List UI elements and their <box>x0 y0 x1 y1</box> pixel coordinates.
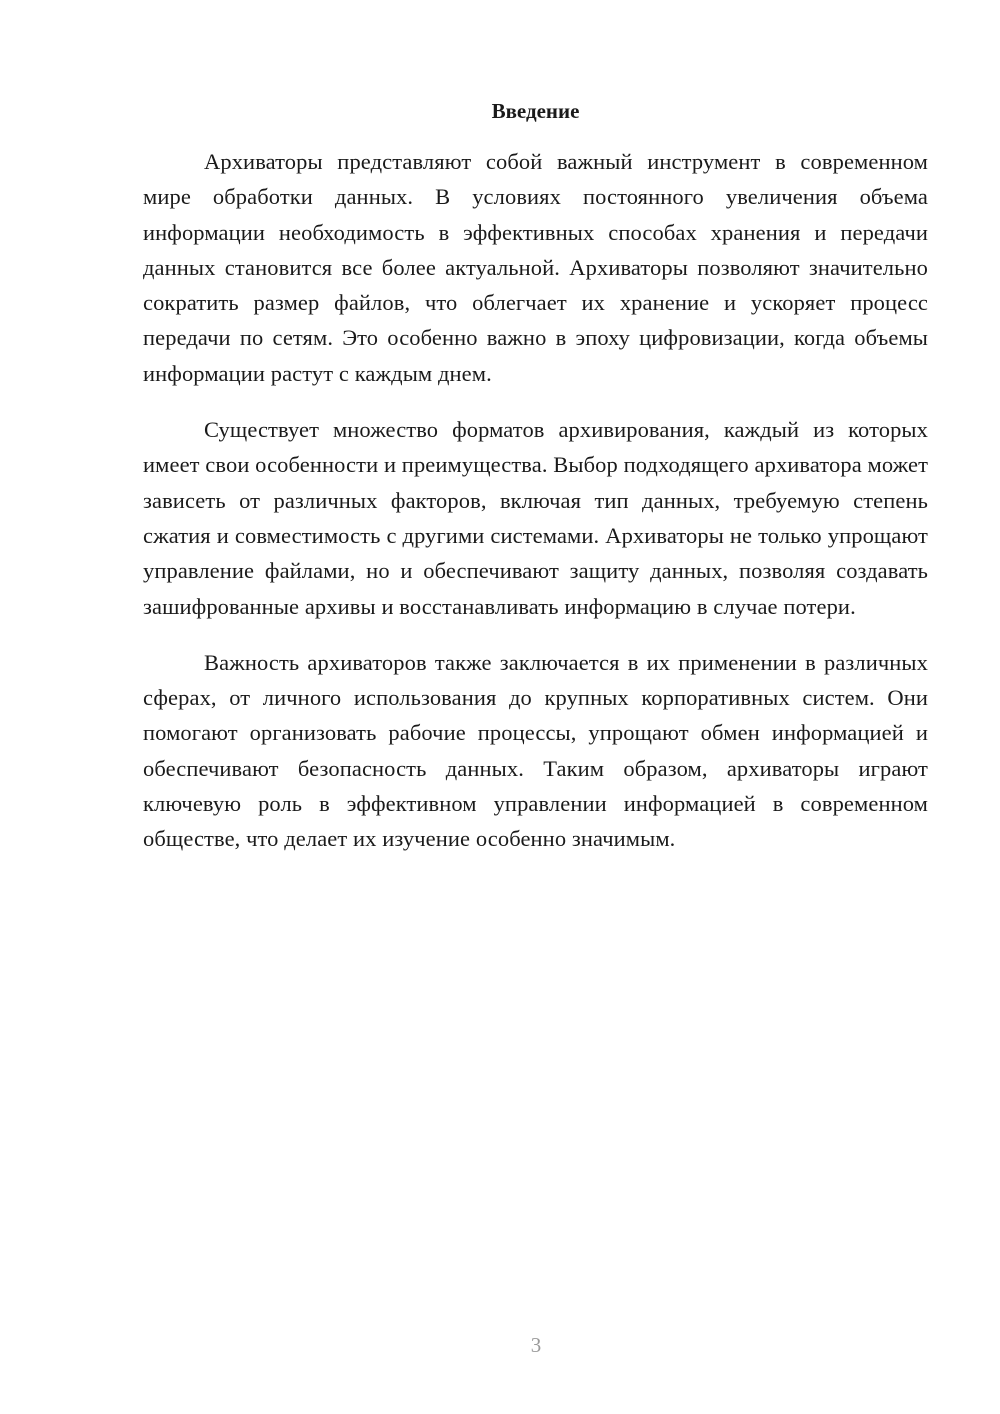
paragraph-1: Архиваторы представляют собой важный инструмент в современном мире обработки данных. В условиях постоянного увеличения объема информации необходимость в эффективных способах хранения и передачи данных становится все более актуальной. Архиваторы позволяют значительно сократить размер файлов, что облегчает их хранение и ускоряет процесс передачи по сетям. Это особенно важно в эпоху цифровизации, когда объемы информации растут с каждым днем. <box>143 149 928 386</box>
paragraph-2: Существует множество форматов архивирования, каждый из которых имеет свои особенности и преимущества. Выбор подходящего архиватора может зависеть от различных факторов, включая тип данных, требуемую степень сжатия и совместимость с другими системами. Архиваторы не только упрощают управление файлами, но и обеспечивают защиту данных, позволяя создавать зашифрованные архивы и восстанавливать информацию в случае потери. <box>143 417 929 619</box>
page-content <box>143 96 928 857</box>
page-number: 3 <box>530 1333 542 1357</box>
section-title: Введение <box>491 99 580 123</box>
paragraph-3: Важность архиваторов также заключается в их применении в различных сферах, от личного использования до крупных корпоративных систем. Они помогают организовать рабочие процессы, упрощают обмен информацией и обеспечивают безопасность данных. Таким образом, архиваторы играют ключевую роль в эффективном управлении информацией в современном обществе, что делает их изучение особенно значимым. <box>143 649 928 852</box>
